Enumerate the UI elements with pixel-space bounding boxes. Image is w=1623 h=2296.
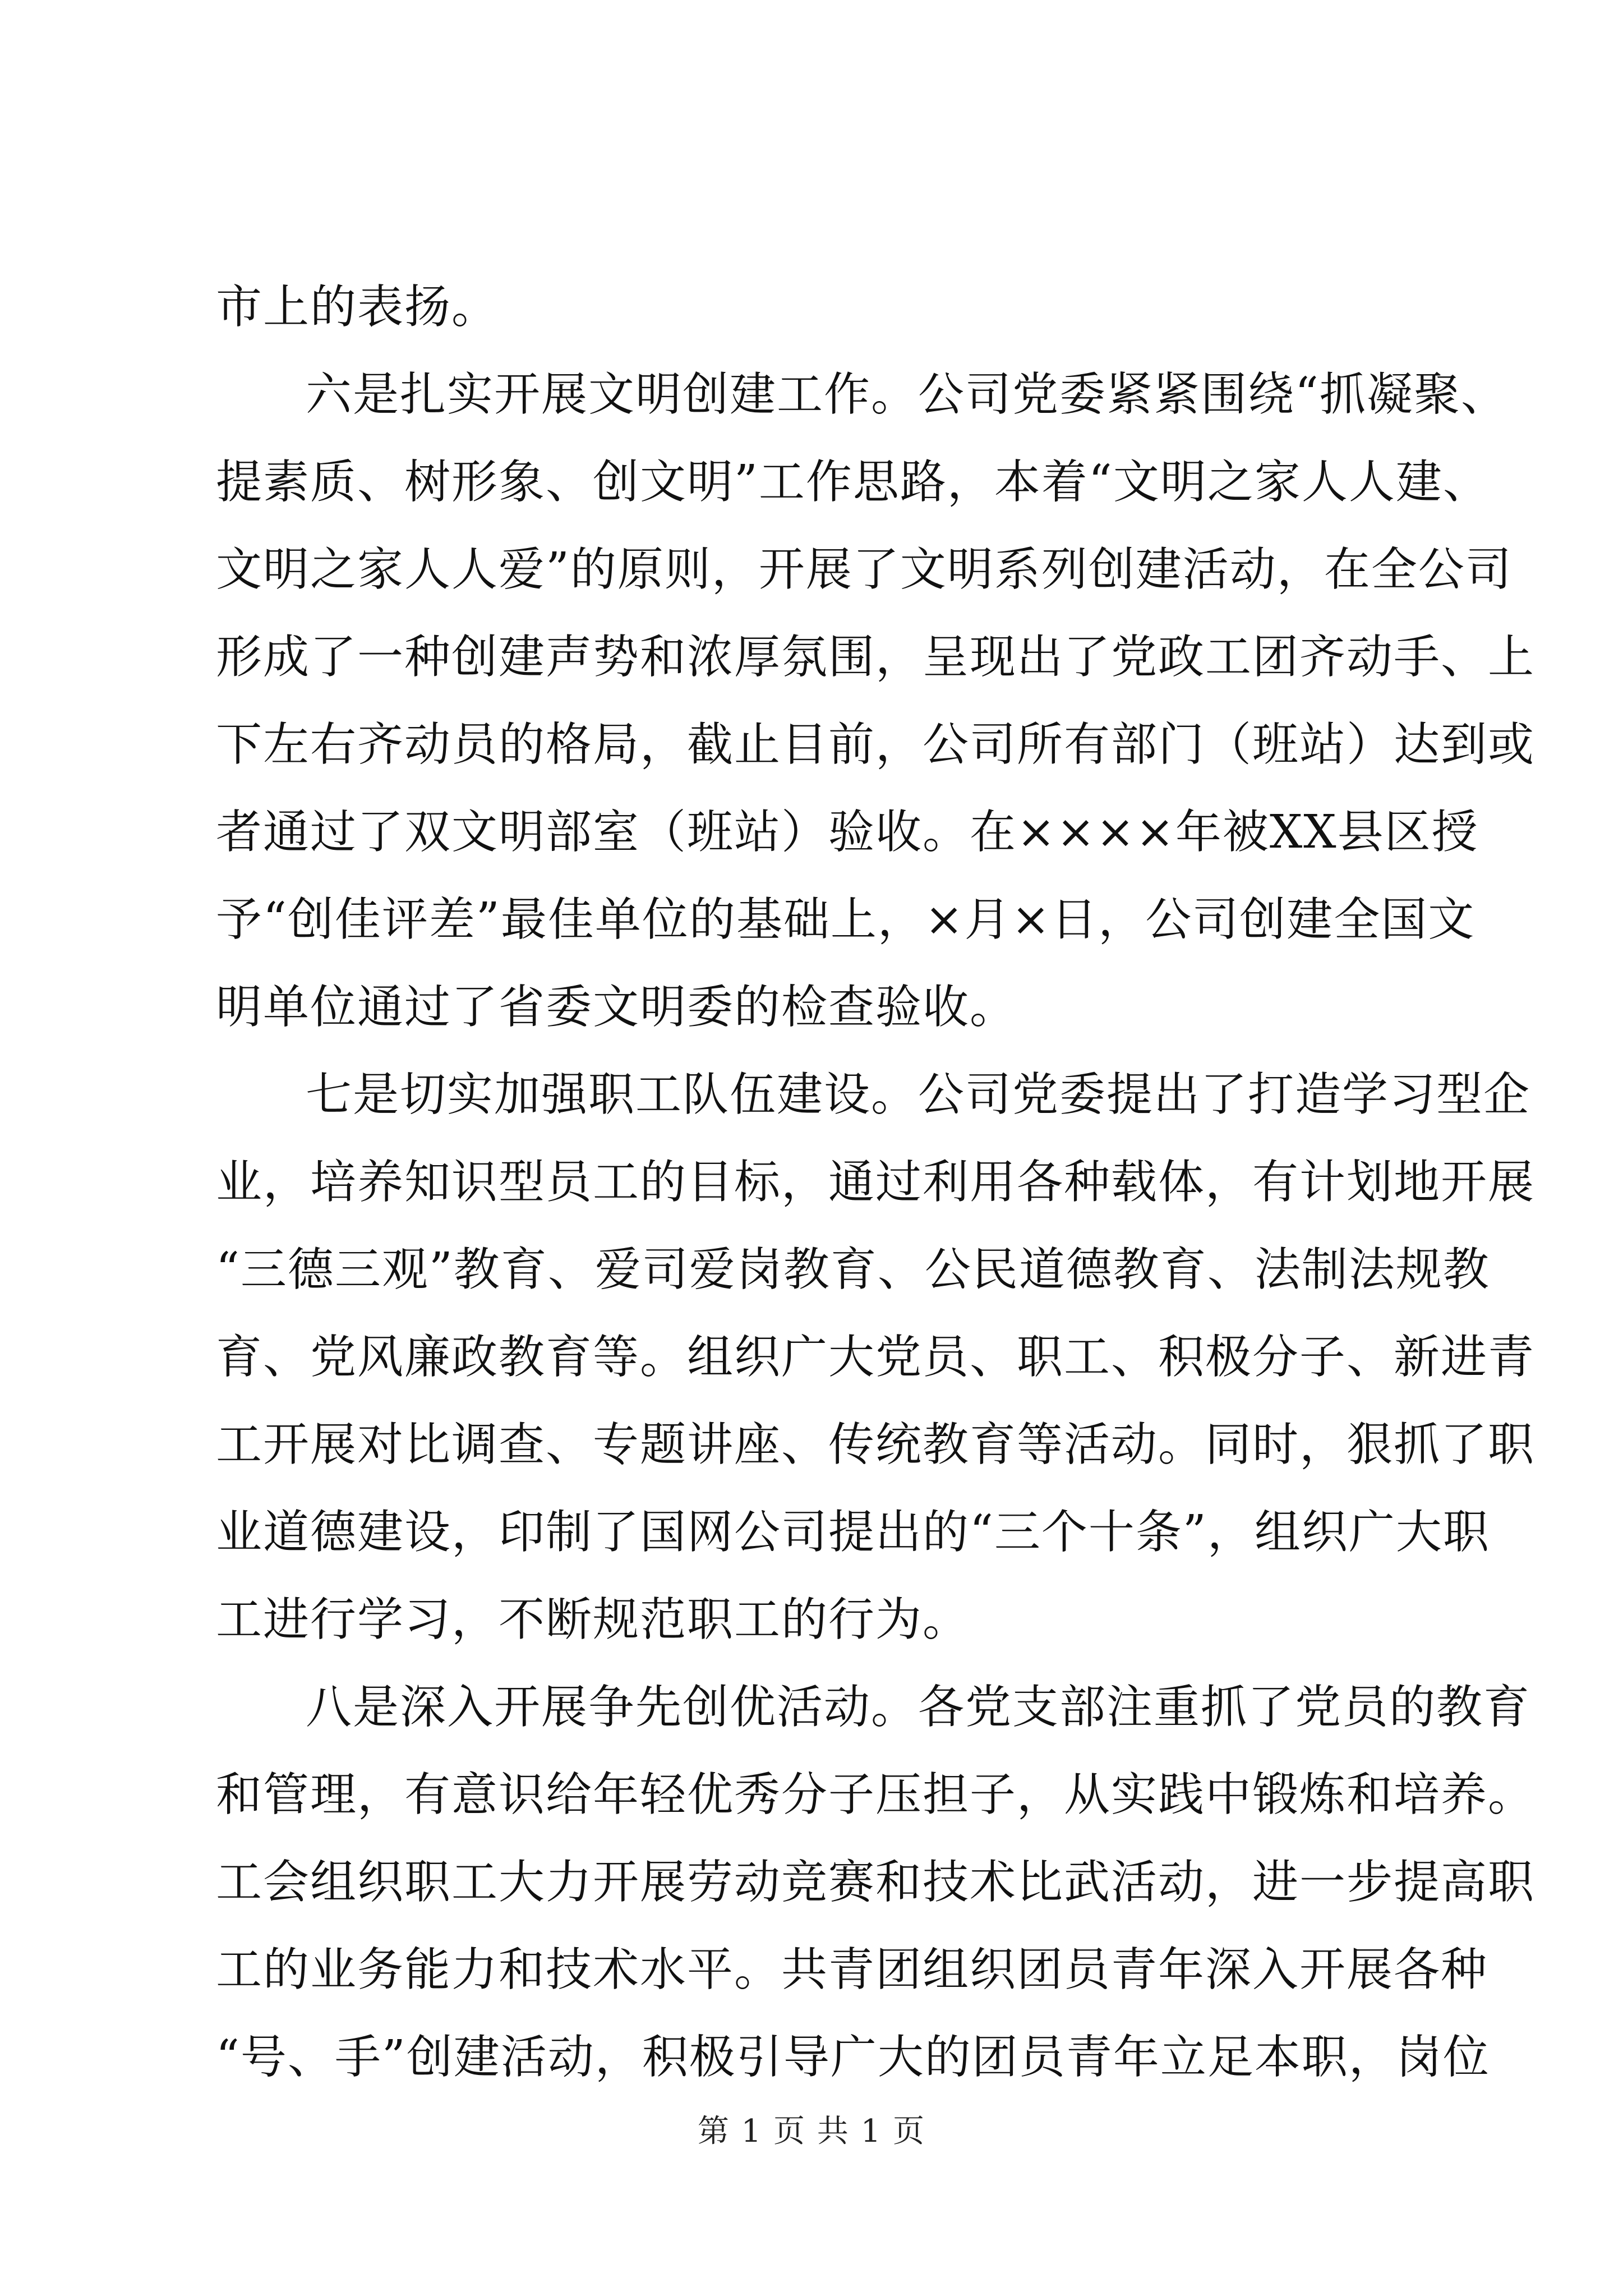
text-line: 市上的表扬。: [216, 280, 499, 334]
text-line: 予“创佳评差”最佳单位的基础上，×月×日，公司创建全国文: [216, 893, 1476, 946]
text-line: 工会组织职工大力开展劳动竞赛和技术比武活动，进一步提高职: [216, 1856, 1536, 1909]
text-line: 形成了一种创建声势和浓厚氛围，呈现出了党政工团齐动手、上: [216, 631, 1536, 684]
text-line: “号、手”创建活动，积极引导广大的团员青年立足本职，岗位: [216, 2031, 1490, 2084]
text-line: 下左右齐动员的格局，截止目前，公司所有部门（班站）达到或: [216, 718, 1536, 771]
body-text: [216, 264, 1536, 2101]
paragraph-first-line: 八是深入开展争先创优活动。各党支部注重抓了党员的教育: [306, 1681, 1531, 1734]
text-line: 业道德建设，印制了国网公司提出的“三个十条”，组织广大职: [216, 1506, 1490, 1559]
text-line: 业，培养知识型员工的目标，通过利用各种载体，有计划地开展: [216, 1156, 1536, 1209]
text-line: 工进行学习，不断规范职工的行为。: [216, 1593, 970, 1646]
page-number-footer: 第 1 页 共 1 页: [697, 2113, 926, 2150]
text-line: 工的业务能力和技术水平。共青团组织团员青年深入开展各种: [216, 1943, 1488, 1996]
text-line: 提素质、树形象、创文明”工作思路，本着“文明之家人人建、: [216, 455, 1490, 509]
text-line: 工开展对比调查、专题讲座、传统教育等活动。同时，狠抓了职: [216, 1418, 1536, 1471]
paragraph-first-line: 七是切实加强职工队伍建设。公司党委提出了打造学习型企: [306, 1068, 1531, 1121]
text-line: 明单位通过了省委文明委的检查验收。: [216, 981, 1017, 1034]
text-line: 育、党风廉政教育等。组织广大党员、职工、积极分子、新进青: [216, 1331, 1536, 1384]
text-line: 者通过了双文明部室（班站）验收。在××××年被XX县区授: [216, 806, 1479, 859]
text-line: 文明之家人人爱”的原则，开展了文明系列创建活动，在全公司: [216, 543, 1513, 596]
text-line: “三德三观”教育、爱司爱岗教育、公民道德教育、法制法规教: [216, 1243, 1490, 1296]
text-line: 和管理，有意识给年轻优秀分子压担子，从实践中锻炼和培养。: [216, 1768, 1536, 1821]
paragraph-first-line: 六是扎实开展文明创建工作。公司党委紧紧围绕“抓凝聚、: [306, 368, 1508, 421]
